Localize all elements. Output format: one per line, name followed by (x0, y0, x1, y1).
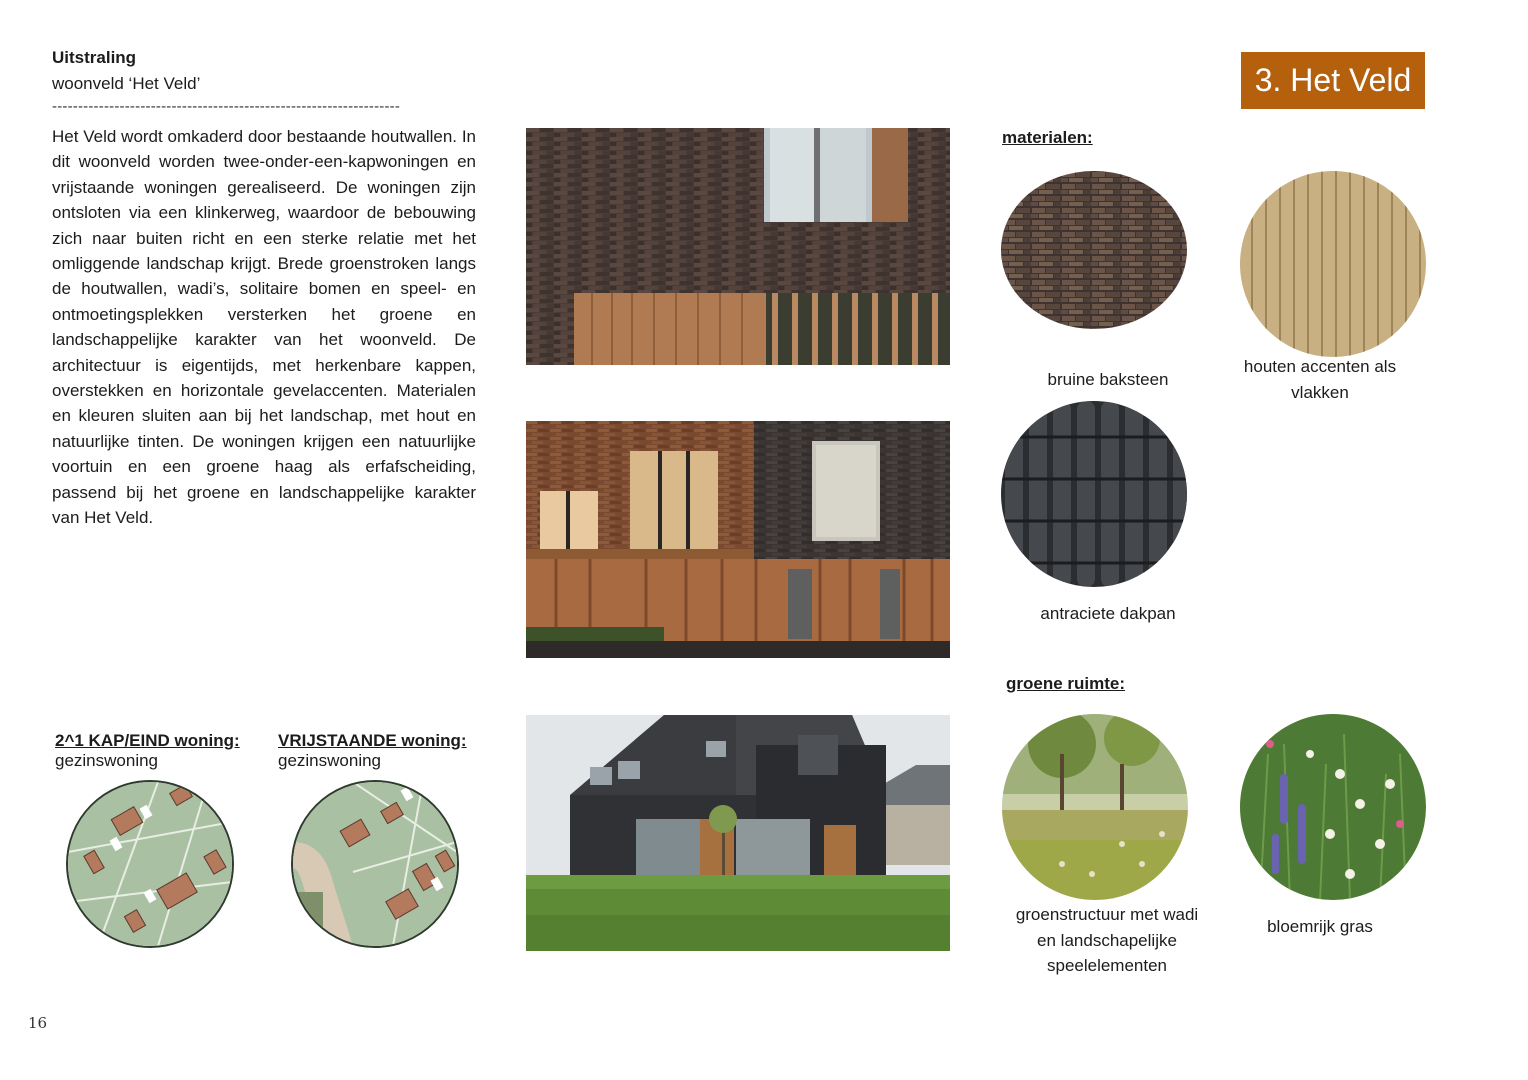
house-type-title: VRIJSTAANDE woning: (278, 731, 467, 750)
facade-brick-wood-photo (526, 128, 950, 365)
section-heading: Uitstraling (52, 48, 137, 67)
house-type-subtitle: gezinswoning (55, 751, 159, 770)
material-label-brick: bruine baksteen (1047, 370, 1169, 389)
site-plan-detached-icon (291, 780, 459, 948)
green-space-title: groene ruimte: (1006, 674, 1126, 693)
green-label-meadow: bloemrijk gras (1267, 917, 1373, 936)
roof-tile-texture-icon (1001, 401, 1187, 587)
landscape-photo-icon (1002, 714, 1188, 900)
material-label-wood: houten accenten als vlakken (1243, 357, 1397, 402)
wood-texture-icon (1240, 171, 1426, 357)
intro-paragraph: Het Veld wordt omkaderd door bestaande houtwallen. In dit woonveld worden twee-onder-een-kapwoningen en vrijstaande woningen gerealiseerd. De woningen zijn ontsloten via een klinkerweg, waardoor de bebouwing zich naar buiten richt en een sterke relatie met het omliggende landschap krijgt. Brede groenstroken langs de houtwallen, wadi’s, solitaire bomen en speel- en ontmoetingsplekken versterken het groene en landschappelijke karakter van het woonveld. De architectuur is eigentijds, met herkenbare kappen, overstekken en horizontale gevelaccenten. Materialen en kleuren sluiten aan bij het landschap, met hout en natuurlijke tinten. De woningen krijgen een natuurlijke voortuin en een groene haag als erfafscheiding, passend bij het groene en landschappelijke karakter van Het Veld. (52, 127, 476, 528)
material-label-roof: antraciete dakpan (1040, 604, 1176, 623)
house-type-detached (278, 731, 467, 771)
flower-meadow-photo-icon (1240, 714, 1426, 900)
detached-house-photo (526, 715, 950, 951)
materials-title: materialen: (1002, 128, 1093, 147)
site-plan-semi-detached-icon (66, 780, 234, 948)
chapter-badge: 3. Het Veld (1241, 52, 1425, 109)
dashed-divider: ------------------------------------------------------------------- (52, 98, 401, 115)
green-label-landscape: groenstructuur met wadi en landschapelijke speelelementen (1015, 905, 1199, 975)
corner-house-pergola-photo (526, 421, 950, 658)
house-type-title: 2^1 KAP/EIND woning: (55, 731, 240, 750)
page-number: 16 (28, 1014, 48, 1032)
section-subheading: woonveld ‘Het Veld’ (52, 74, 201, 93)
house-type-semi-detached (55, 731, 240, 771)
brick-texture-icon (1001, 171, 1187, 329)
house-type-subtitle: gezinswoning (278, 751, 382, 770)
